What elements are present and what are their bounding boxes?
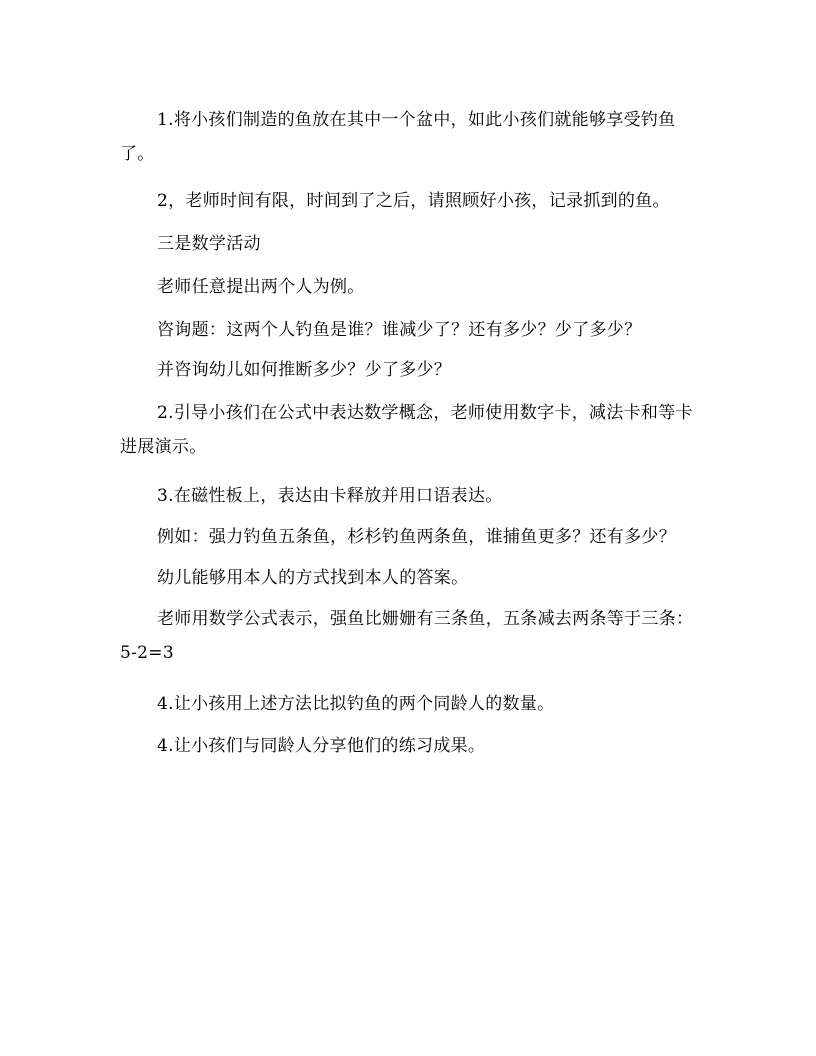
paragraph-7: 3.在磁性板上，表达由卡释放并用口语表达。 [157,486,503,506]
paragraph-3: 老师任意提出两个人为例。 [157,277,365,297]
paragraph-8: 例如：强力钓鱼五条鱼，杉杉钓鱼两条鱼，谁捕鱼更多？还有多少？ [157,527,676,547]
paragraph-9: 幼儿能够用本人的方式找到本人的答案。 [157,568,469,588]
section-heading-math-activity: 三是数学活动 [157,234,261,254]
paragraph-11: 4.让小孩用上述方法比拟钓鱼的两个同龄人的数量。 [157,694,555,714]
paragraph-12: 4.让小孩们与同龄人分享他们的练习成果。 [157,736,486,756]
paragraph-10: 老师用数学公式表示，强鱼比姗姗有三条鱼，五条减去两条等于三条：5-2=3 [120,609,694,663]
paragraph-5: 并咨询幼儿如何推断多少？少了多少？ [157,360,452,380]
paragraph-1: 1.将小孩们制造的鱼放在其中一个盆中，如此小孩们就能够享受钓鱼了。 [120,110,676,164]
paragraph-6: 2.引导小孩们在公式中表达数学概念，老师使用数字卡，减法卡和等卡进展演示。 [120,403,693,457]
paragraph-2: 2，老师时间有限，时间到了之后，请照顾好小孩，记录抓到的鱼。 [157,191,670,211]
paragraph-4: 咨询题：这两个人钓鱼是谁？谁减少了？还有多少？少了多少？ [157,320,642,340]
